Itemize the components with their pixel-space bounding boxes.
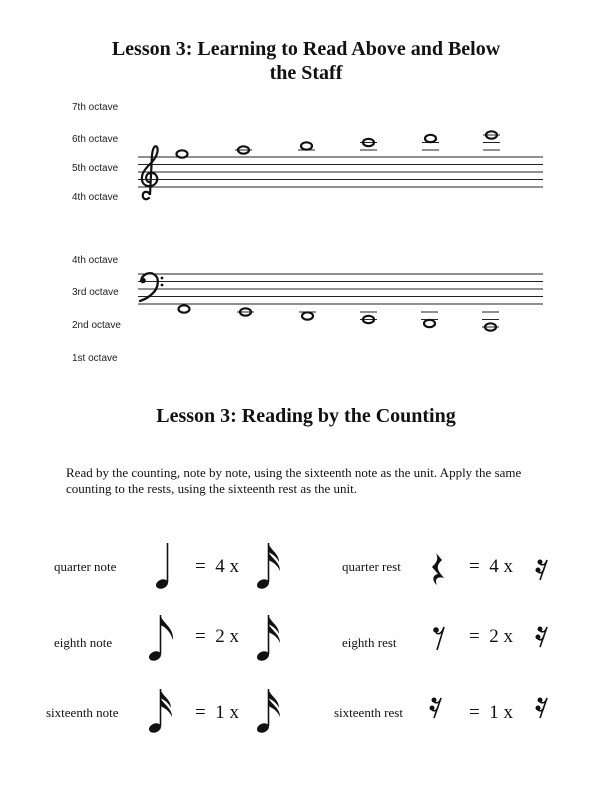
eighth-note-label: eighth note: [54, 635, 113, 650]
sixteenth-rest-icon: [536, 627, 548, 648]
bass-octave-label-1: 1st octave: [72, 353, 118, 364]
quarter-note-equation: = 4 x: [195, 556, 239, 577]
treble-octave-label-6: 6th octave: [72, 134, 119, 145]
sixteenth-rest-icon: [536, 698, 548, 719]
sixteenth-note-equation: = 1 x: [195, 702, 239, 723]
sixteenth-note-label: sixteenth note: [46, 705, 119, 720]
sixteenth-rest-icon: [536, 560, 548, 581]
section-title: Lesson 3: Reading by the Counting: [156, 405, 456, 427]
eighth-note-icon: [148, 615, 173, 662]
sixteenth-rest-equation: = 1 x: [469, 702, 513, 723]
treble-octave-label-4: 4th octave: [72, 192, 119, 203]
eighth-rest-icon: [433, 627, 444, 650]
quarter-note-icon: [155, 543, 170, 590]
sixteenth-note-icon: [256, 615, 280, 662]
quarter-rest-equation: = 4 x: [469, 556, 513, 577]
treble-octave-label-5: 5th octave: [72, 163, 119, 174]
sixteenth-note-icon: [256, 543, 280, 590]
quarter-note-label: quarter note: [54, 559, 117, 574]
page-title-line-1: Lesson 3: Learning to Read Above and Below: [111, 38, 501, 60]
quarter-rest-label: quarter rest: [342, 559, 401, 574]
bass-octave-label-4: 4th octave: [72, 255, 119, 266]
sixteenth-note-icon: [256, 689, 280, 734]
instructions-paragraph: Read by the counting, note by note, using the sixteenth note as the unit. Apply the same counting to the rests, using the sixteenth rest as the unit.: [66, 465, 522, 496]
treble-octave-label-7: 7th octave: [72, 102, 119, 113]
eighth-note-equation: = 2 x: [195, 626, 239, 647]
eighth-rest-equation: = 2 x: [469, 626, 513, 647]
page-title-line-2: the Staff: [269, 62, 343, 84]
sixteenth-rest-icon: [430, 698, 442, 719]
eighth-rest-label: eighth rest: [342, 635, 397, 650]
sixteenth-note-icon: [148, 689, 172, 734]
bass-octave-label-2: 2nd octave: [72, 320, 121, 331]
bass-octave-label-3: 3rd octave: [72, 287, 119, 298]
sixteenth-rest-label: sixteenth rest: [334, 705, 403, 720]
quarter-rest-icon: [432, 553, 444, 585]
